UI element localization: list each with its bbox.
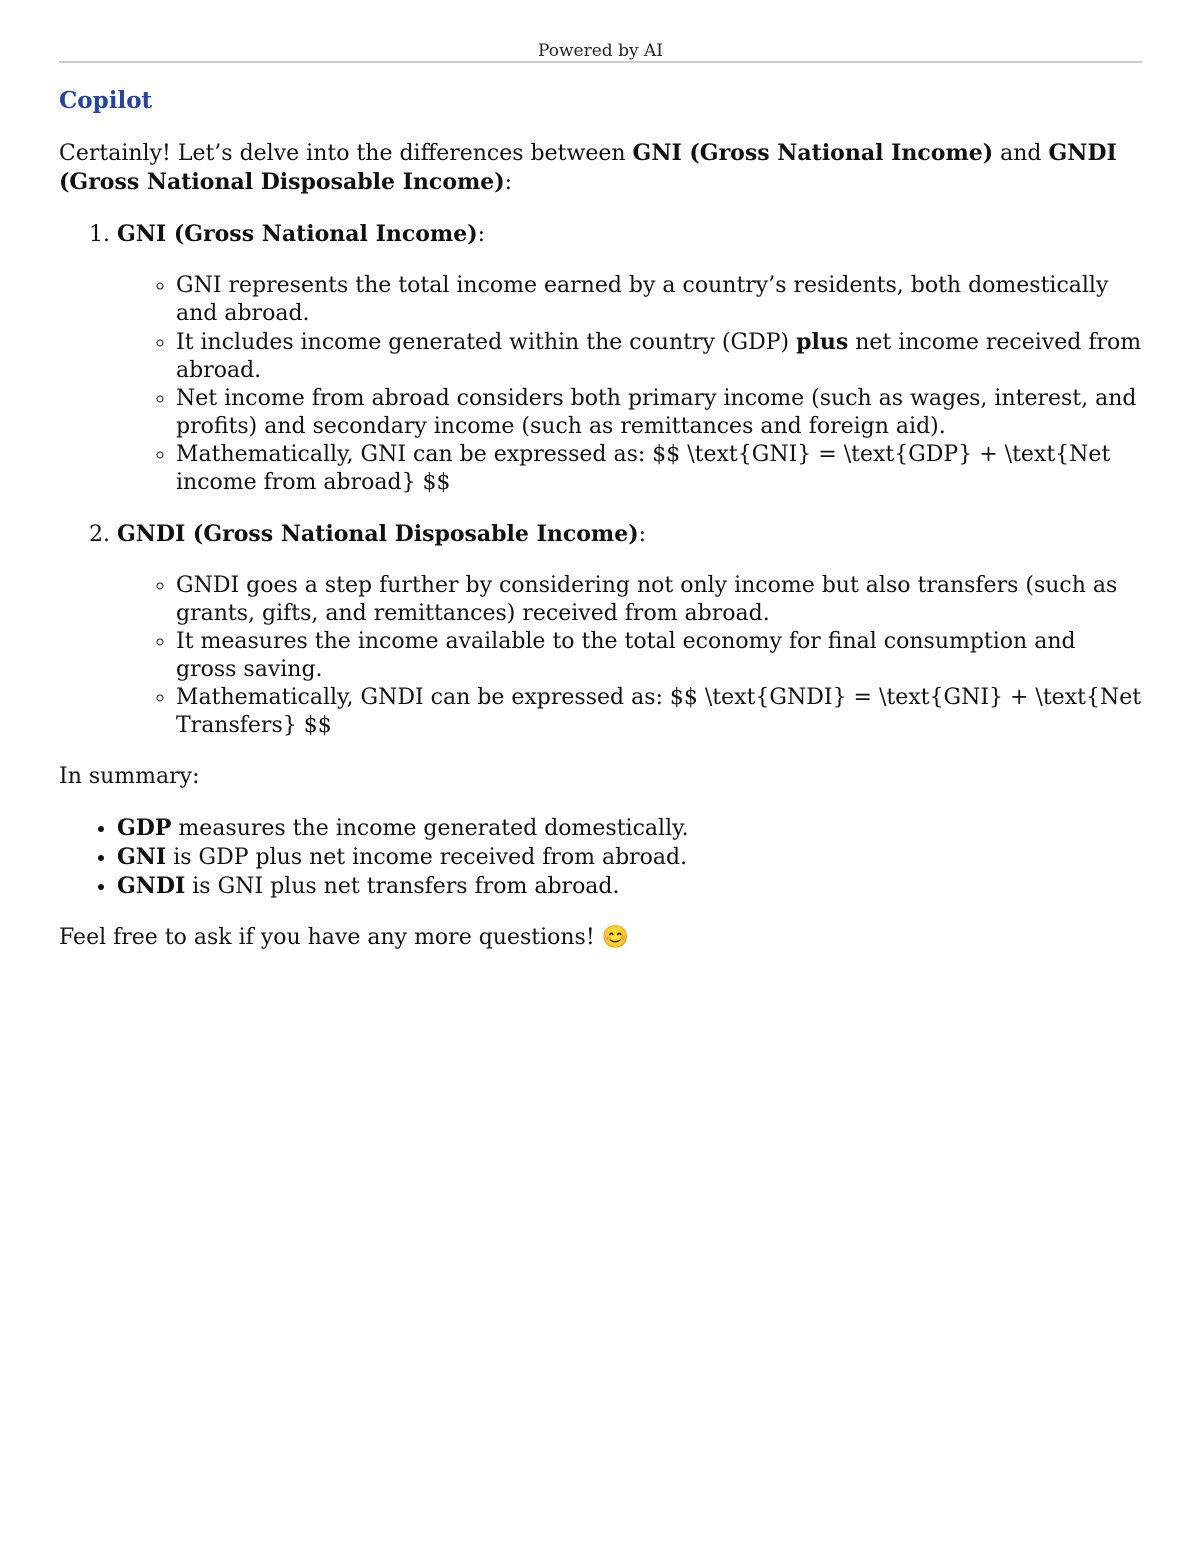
list-item-text: It includes income generated within the country (GDP) xyxy=(176,330,797,355)
intro-bold-gndi: GNDI (Gross National Disposable Income) xyxy=(59,140,1117,195)
list-item: ◦ GNDI goes a step further by considering not only income but also transfers (such as grants, gifts, and remittances) received from abroad. xyxy=(176,572,1142,628)
header-divider xyxy=(59,61,1142,63)
list-item xyxy=(117,872,1142,901)
closing-paragraph xyxy=(59,924,1142,952)
list-item-text: measures the income generated domestically. xyxy=(171,816,689,841)
section-heading-suffix: : xyxy=(477,222,486,247)
section-gni xyxy=(117,220,1142,497)
intro-text: and xyxy=(993,141,1049,166)
intro-text: : xyxy=(504,170,513,195)
summary-bullet-list xyxy=(59,814,1142,901)
list-item-bold: plus xyxy=(796,329,849,355)
list-item: ◦ Net income from abroad considers both primary income (such as wages, interest, and profits) and secondary income (such as remittances and foreign aid). xyxy=(176,385,1142,441)
intro-text: Certainly! Let’s delve into the differences between xyxy=(59,141,633,166)
closing-text: Feel free to ask if you have any more questions! xyxy=(59,925,602,950)
list-item: ◦ GNI represents the total income earned by a country’s residents, both domestically and abroad. xyxy=(176,272,1142,328)
smiling-face-icon: 😊 xyxy=(601,925,630,950)
document-content xyxy=(59,86,1142,952)
list-item-text: net income received from abroad. xyxy=(176,330,1142,383)
list-item-bold: GNDI xyxy=(117,873,186,899)
intro-bold-gni: GNI (Gross National Income) xyxy=(632,140,994,166)
list-item-text: is GDP plus net income received from abroad. xyxy=(166,845,688,870)
intro-paragraph xyxy=(59,139,1142,197)
gndi-bullet-list xyxy=(117,572,1142,740)
gni-bullet-list xyxy=(117,272,1142,497)
section-heading-suffix: : xyxy=(638,522,647,547)
list-item: ◦ It measures the income available to the total economy for final consumption and gross saving. xyxy=(176,628,1142,684)
page-header: Powered by AI xyxy=(538,41,663,61)
list-item: ◦ Mathematically, GNDI can be expressed as: $$ \text{GNDI} = \text{GNI} + \text{Net Transfers} $$ xyxy=(176,684,1142,740)
summary-lead: In summary: xyxy=(59,764,200,789)
list-item xyxy=(176,328,1142,385)
list-item-bold: GNI xyxy=(117,844,167,870)
section-heading: GNI (Gross National Income) xyxy=(117,221,478,247)
list-item xyxy=(117,843,1142,872)
main-numbered-list xyxy=(59,220,1142,740)
list-item-text: is GNI plus net transfers from abroad. xyxy=(185,874,620,899)
list-item: ◦ Mathematically, GNI can be expressed as: $$ \text{GNI} = \text{GDP} + \text{Net income from abroad} $$ xyxy=(176,441,1142,497)
list-item xyxy=(117,814,1142,843)
list-item-bold: GDP xyxy=(117,815,172,841)
document-title: Copilot xyxy=(59,87,153,114)
section-heading: GNDI (Gross National Disposable Income) xyxy=(117,521,639,547)
section-gndi xyxy=(117,520,1142,740)
